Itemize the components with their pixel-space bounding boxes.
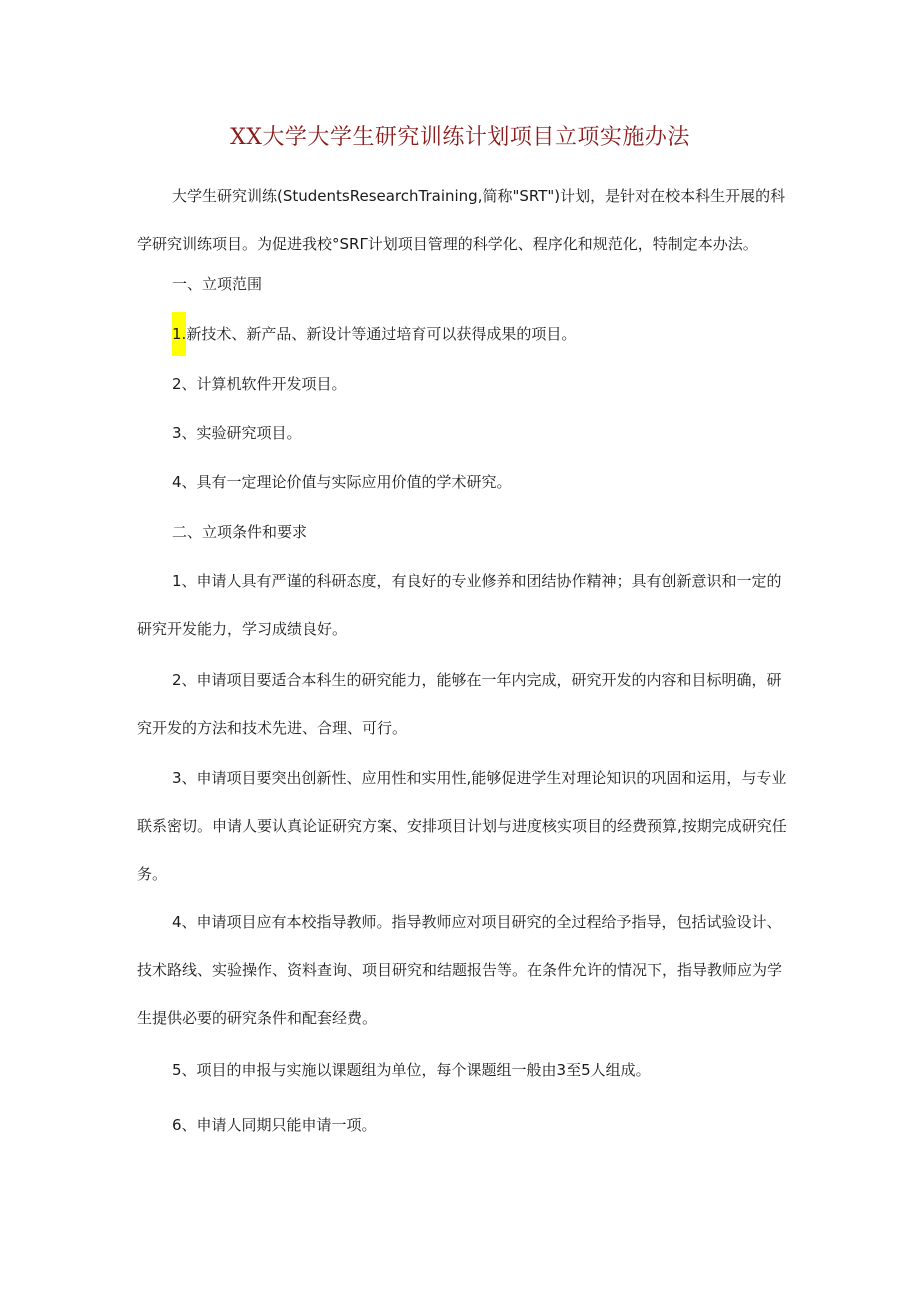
section-2-item-4: 4、申请项目应有本校指导教师。指导教师应对项目研究的全过程给予指导，包括试验设计、技术路线、实验操作、资料查询、项目研究和结题报告等。在条件允许的情况下，指导教师应为学生提供必要的研究条件和配套经费。 <box>137 913 783 1027</box>
section-2-item-2: 2、申请项目要适合本科生的研究能力，能够在一年内完成，研究开发的内容和目标明确，研究开发的方法和技术先进、合理、可行。 <box>137 671 782 737</box>
section-1-item-4: 4、具有一定理论价值与实际应用价值的学术研究。 <box>172 473 512 491</box>
highlighted-number: 1. <box>172 312 186 356</box>
section-1-item-2: 2、计算机软件开发项目。 <box>172 375 347 393</box>
section-1-item-1-text: 新技术、新产品、新设计等通过培育可以获得成果的项目。 <box>186 325 577 343</box>
intro-paragraph: 大学生研究训练(StudentsResearchTraining,简称"SRT")计划，是针对在校本科生开展的科学研究训练项目。为促进我校°SRΓ计划项目管理的科学化、程序化和规范化，特制定本办法。 <box>137 187 786 253</box>
document-title: XX大学大学生研究训练计划项目立项实施办法 <box>230 125 690 150</box>
section-1-item-3: 3、实验研究项目。 <box>172 424 302 442</box>
section-2-item-5: 5、项目的申报与实施以课题组为单位，每个课题组一般由3至5人组成。 <box>172 1061 651 1079</box>
section-2-heading: 二、立项条件和要求 <box>172 523 308 541</box>
section-2-item-1: 1、申请人具有严谨的科研态度，有良好的专业修养和团结协作精神；具有创新意识和一定的研究开发能力，学习成绩良好。 <box>137 572 782 638</box>
section-1-heading: 一、立项范围 <box>172 275 263 293</box>
section-2-item-6: 6、申请人同期只能申请一项。 <box>172 1116 377 1134</box>
section-2-item-3: 3、申请项目要突出创新性、应用性和实用性,能够促进学生对理论知识的巩固和运用，与专业联系密切。申请人要认真论证研究方案、安排项目计划与进度核实项目的经费预算,按期完成研究任务。 <box>137 769 787 883</box>
section-1-item-1 <box>172 312 576 356</box>
